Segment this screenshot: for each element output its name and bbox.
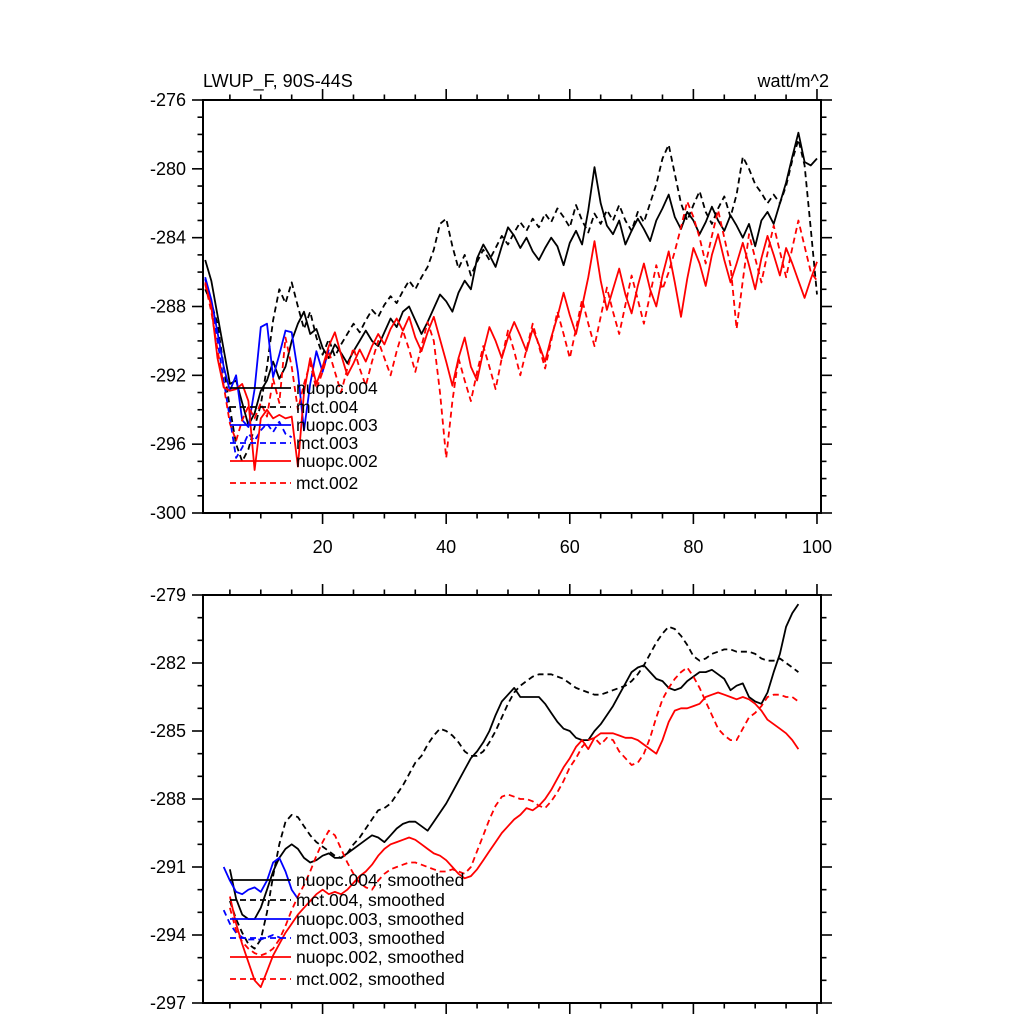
legend-label-mct.002: mct.002 <box>296 473 359 493</box>
top-chart <box>150 71 832 557</box>
legend-label-mct.004-smoothed: mct.004, smoothed <box>296 890 445 910</box>
y-tick-label: -284 <box>149 227 186 248</box>
x-tick-label: 40 <box>436 537 457 557</box>
legend-label-nuopc.003: nuopc.003 <box>296 415 378 435</box>
legend-label-nuopc.002-smoothed: nuopc.002, smoothed <box>296 947 465 967</box>
bottom-legend <box>230 870 464 989</box>
x-tick-label: 60 <box>559 537 580 557</box>
bottom-chart <box>150 584 832 1014</box>
y-tick-label: -297 <box>149 993 186 1013</box>
series-path-mct.003 <box>205 279 292 458</box>
y-tick-label: -282 <box>149 653 186 673</box>
units-label: watt/m^2 <box>757 71 829 91</box>
y-tick-label: -279 <box>149 585 186 605</box>
y-tick-label: -276 <box>149 90 186 110</box>
legend-label-nuopc.004: nuopc.004 <box>296 378 378 398</box>
y-tick-label: -280 <box>149 158 186 179</box>
y-tick-label: -300 <box>149 503 186 523</box>
top-ticks <box>192 89 832 524</box>
legend-label-mct.003: mct.003 <box>296 433 359 453</box>
x-tick-label: 20 <box>312 537 333 557</box>
bottom-tick-labels <box>150 585 186 1013</box>
chart-title: LWUP_F, 90S-44S <box>203 71 353 91</box>
y-tick-label: -296 <box>149 434 186 455</box>
legend-label-mct.002-smoothed: mct.002, smoothed <box>296 969 445 989</box>
top-tick-labels <box>150 90 832 557</box>
series-path-mct.003-smoothed <box>224 910 286 942</box>
x-tick-label: 80 <box>683 537 704 557</box>
legend-label-nuopc.003-smoothed: nuopc.003, smoothed <box>296 909 465 929</box>
legend-label-nuopc.004-smoothed: nuopc.004, smoothed <box>296 870 465 890</box>
y-tick-label: -291 <box>149 857 186 877</box>
y-tick-label: -292 <box>149 365 186 386</box>
y-tick-label: -285 <box>149 721 186 741</box>
bottom-ticks <box>192 584 832 1014</box>
y-tick-label: -288 <box>149 789 186 809</box>
x-tick-label: 100 <box>801 537 833 557</box>
y-tick-label: -294 <box>149 925 186 945</box>
y-tick-label: -288 <box>149 296 186 317</box>
legend-label-mct.004: mct.004 <box>296 397 359 417</box>
legend-label-nuopc.002: nuopc.002 <box>296 451 378 471</box>
legend-label-mct.003-smoothed: mct.003, smoothed <box>296 928 445 948</box>
